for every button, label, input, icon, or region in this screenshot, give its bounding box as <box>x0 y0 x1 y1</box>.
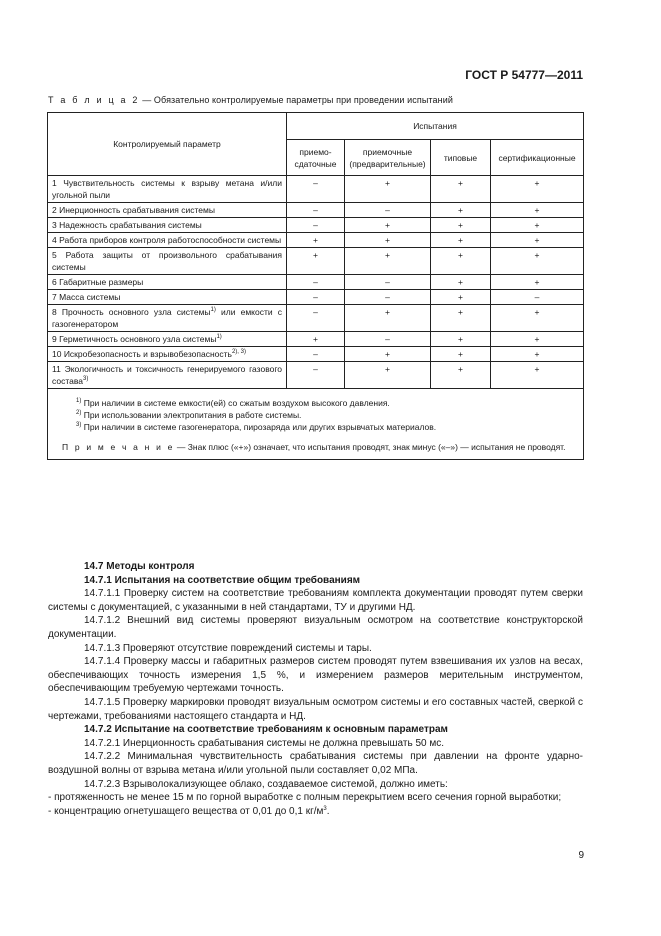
row-param <box>48 233 287 248</box>
row-value: + <box>345 218 431 233</box>
row-param <box>48 332 287 347</box>
header-type: типовые <box>431 140 491 176</box>
param-text: 8 Прочность основного узла системы <box>52 307 211 317</box>
row-value: + <box>491 347 584 362</box>
row-value: + <box>431 203 491 218</box>
param-text: 2 Инерционность срабатывания системы <box>52 205 215 215</box>
document-code: ГОСТ Р 54777—2011 <box>465 68 583 82</box>
footnote-text: При наличии в системе газогенератора, пирозаряда или других взрывчатых материалов. <box>83 422 437 432</box>
table-caption-label: Т а б л и ц а 2 <box>48 95 140 105</box>
row-value: – <box>345 203 431 218</box>
list-item-text: - концентрацию огнетушащего вещества от 0,01 до 0,1 кг/м <box>48 805 324 817</box>
row-value: – <box>287 305 345 332</box>
footnote-ref: 3) <box>83 376 89 382</box>
row-value: + <box>345 233 431 248</box>
table-row <box>48 203 584 218</box>
row-value: – <box>491 290 584 305</box>
parameters-table <box>47 112 584 460</box>
header-cert: сертификационные <box>491 140 584 176</box>
superscript: 3 <box>323 805 327 812</box>
header-preliminary: приемочные (предварительные) <box>345 140 431 176</box>
row-value: + <box>431 332 491 347</box>
section-14-7-1: 14.7.1 Испытания на соответствие общим требованиям <box>84 574 361 586</box>
row-value: + <box>345 305 431 332</box>
row-value: + <box>345 176 431 203</box>
row-value: + <box>431 218 491 233</box>
list-item-end: . <box>326 805 330 817</box>
header-param: Контролируемый параметр <box>48 113 287 176</box>
row-value: + <box>345 362 431 389</box>
list-item <box>48 805 583 819</box>
row-value: – <box>287 275 345 290</box>
param-text: 1 Чувствительность системы к взрыву метана и/или угольной пыли <box>52 178 282 200</box>
row-value: + <box>431 248 491 275</box>
footnote-ref: 2), 3) <box>231 349 246 355</box>
row-value: + <box>431 233 491 248</box>
param-text: 6 Габаритные размеры <box>52 277 144 287</box>
row-value: + <box>345 347 431 362</box>
row-value: + <box>287 332 345 347</box>
row-value: – <box>287 290 345 305</box>
table-caption <box>48 95 453 105</box>
table-row <box>48 332 584 347</box>
row-param <box>48 203 287 218</box>
page-number: 9 <box>578 850 584 861</box>
section-14-7-2: 14.7.2 Испытание на соответствие требованиям к основным параметрам <box>84 724 448 736</box>
row-value: + <box>491 362 584 389</box>
param-text: 4 Работа приборов контроля работоспособности системы <box>52 235 282 245</box>
table-row <box>48 233 584 248</box>
row-value: – <box>345 290 431 305</box>
para-14-7-2-1: 14.7.2.1 Инерционность срабатывания системы не должна превышать 50 мс. <box>84 737 445 749</box>
footnote <box>62 409 577 421</box>
row-value: + <box>431 290 491 305</box>
list-item: - протяженность не менее 15 м по горной выработке с полным перекрытием всего сечения горной выработки; <box>48 792 562 804</box>
para-14-7-2-3: 14.7.2.3 Взрыволокализующее облако, создаваемое системой, должно иметь: <box>84 778 448 790</box>
footnote-text: При наличии в системе емкости(ей) со сжатым воздухом высокого давления. <box>83 398 390 408</box>
row-param <box>48 290 287 305</box>
table-row <box>48 248 584 275</box>
row-value: + <box>287 248 345 275</box>
footnote-ref: 1) <box>216 334 222 340</box>
param-text-tail: или емкости с газогенератором <box>52 307 282 329</box>
table-note <box>62 441 577 453</box>
table-row <box>48 275 584 290</box>
row-value: + <box>491 218 584 233</box>
row-value: + <box>491 275 584 290</box>
row-value: + <box>431 176 491 203</box>
param-text: 5 Работа защиты от произвольного срабатывания системы <box>52 250 282 272</box>
param-text: 11 Экологичность и токсичность генерируемого газового состава <box>52 364 282 386</box>
row-value: + <box>491 233 584 248</box>
row-value: + <box>287 233 345 248</box>
body-text <box>48 560 583 818</box>
row-param <box>48 347 287 362</box>
table-row <box>48 290 584 305</box>
para-14-7-1-5: 14.7.1.5 Проверку маркировки проводят визуальным осмотром системы и его составных частей, сверкой с чертежами, требованиями настоящего стандарта и НД. <box>48 696 583 722</box>
row-param <box>48 275 287 290</box>
para-14-7-2-2: 14.7.2.2 Минимальная чувствительность срабатывания системы при давлении на фронте ударно-воздушной волны от взрыва метана и/или угольной пыли составляет 0,02 МПа. <box>48 751 583 776</box>
param-text: 3 Надежность срабатывания системы <box>52 220 202 230</box>
row-param <box>48 176 287 203</box>
row-param <box>48 248 287 275</box>
table-row <box>48 218 584 233</box>
note-label: П р и м е ч а н и е <box>62 442 175 452</box>
row-value: + <box>491 203 584 218</box>
table-row <box>48 362 584 389</box>
footnote-mark: 2) <box>76 410 82 416</box>
para-14-7-1-3: 14.7.1.3 Проверяют отсутствие повреждений системы и тары. <box>84 642 372 654</box>
row-value: – <box>287 203 345 218</box>
param-text: 10 Искробезопасность и взрывобезопасность <box>52 349 232 359</box>
header-acceptance: приемо-сдаточные <box>287 140 345 176</box>
footnote-mark: 1) <box>76 398 82 404</box>
row-value: + <box>431 275 491 290</box>
row-param <box>48 218 287 233</box>
row-value: – <box>287 362 345 389</box>
row-value: – <box>287 347 345 362</box>
param-text: 9 Герметичность основного узла системы <box>52 334 217 344</box>
table-row <box>48 176 584 203</box>
para-14-7-1-2: 14.7.1.2 Внешний вид системы проверяют визуальным осмотром на соответствие конструкторской документации. <box>48 615 583 640</box>
param-text: 7 Масса системы <box>52 292 121 302</box>
row-value: – <box>287 176 345 203</box>
note-text: — Знак плюс («+») означает, что испытания проводят, знак минус («–») — испытания не проводят. <box>174 442 566 452</box>
row-param <box>48 305 287 332</box>
row-value: + <box>431 347 491 362</box>
row-value: – <box>345 332 431 347</box>
row-value: + <box>345 248 431 275</box>
table-row <box>48 305 584 332</box>
row-value: + <box>491 305 584 332</box>
para-14-7-1-4: 14.7.1.4 Проверку массы и габаритных размеров систем проводят путем взвешивания их узлов на весах, обеспечивающих точность измерения 1,5 %, и измерением размеров мерительным инструментом, обеспечивающим требуемую чертежами точность. <box>48 656 583 695</box>
row-value: + <box>491 248 584 275</box>
para-14-7-1-1: 14.7.1.1 Проверку систем на соответствие требованиям комплекта документации проводят путем сверки системы с документацией, с указанными в ней стандартами, ТУ и другими НД. <box>48 588 583 613</box>
footnote <box>62 397 577 409</box>
footnote-text: При использовании электропитания в работе системы. <box>83 410 302 420</box>
footnote-ref: 1) <box>210 307 216 313</box>
row-value: + <box>431 305 491 332</box>
row-value: + <box>491 176 584 203</box>
row-value: + <box>431 362 491 389</box>
row-value: – <box>287 218 345 233</box>
row-param <box>48 362 287 389</box>
table-caption-text: — Обязательно контролируемые параметры при проведении испытаний <box>139 95 453 105</box>
header-tests: Испытания <box>287 113 584 140</box>
section-14-7: 14.7 Методы контроля <box>84 561 195 572</box>
table-notes <box>48 389 584 460</box>
row-value: + <box>491 332 584 347</box>
table-row <box>48 347 584 362</box>
footnote <box>62 421 577 433</box>
footnote-mark: 3) <box>76 422 82 428</box>
row-value: – <box>345 275 431 290</box>
